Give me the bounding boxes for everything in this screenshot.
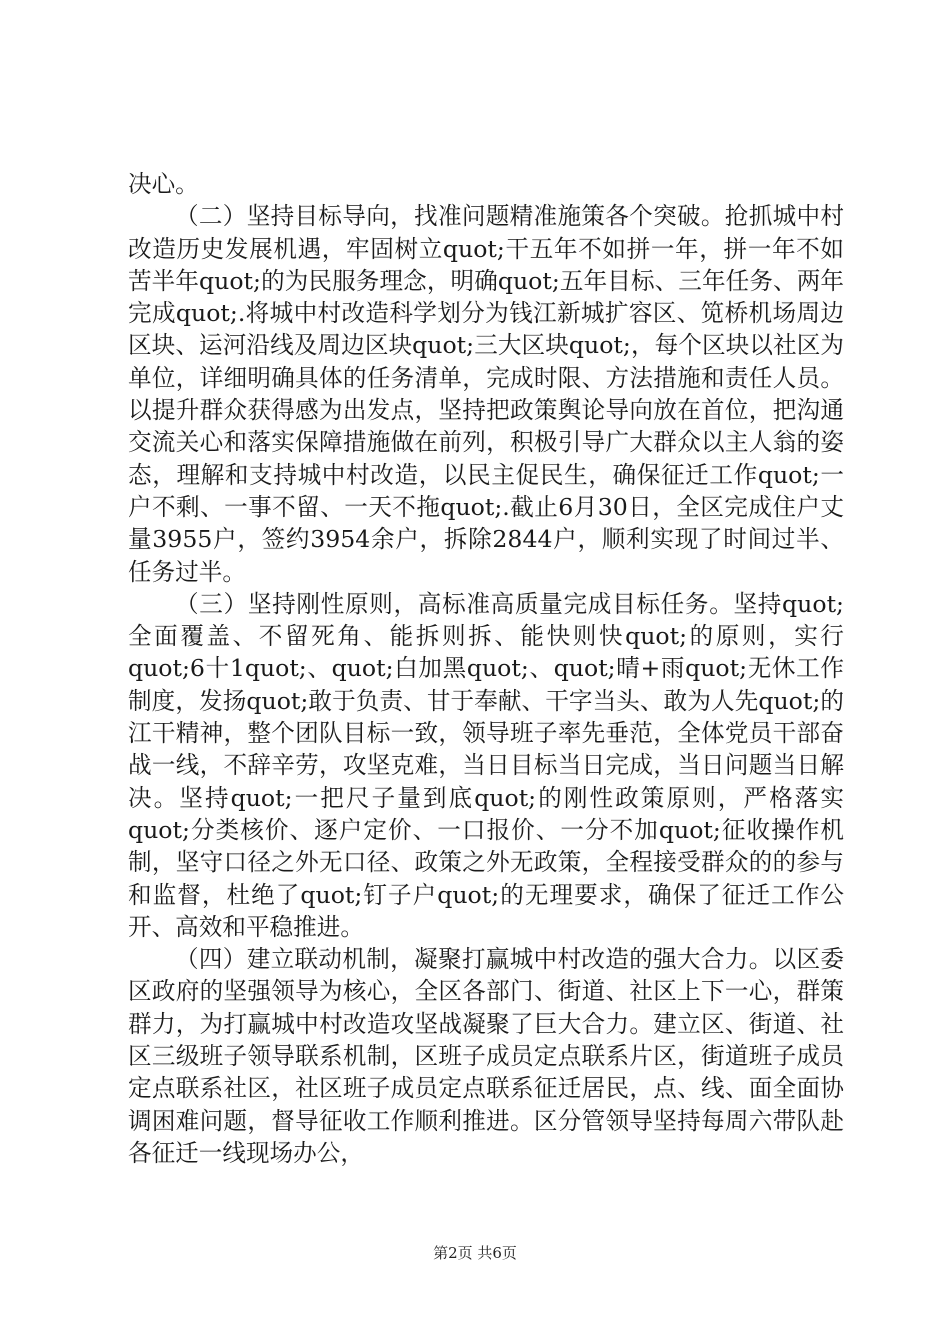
page-footer (0, 1243, 950, 1263)
paragraph-section-2: （二）坚持目标导向，找准问题精准施策各个突破。抢抓城中村改造历史发展机遇，牢固树立quot;干五年不如拼一年，拼一年不如苦半年quot;的为民服务理念，明确quot;五年目标、三年任务、两年完成quot;.将城中村改造科学划分为钱江新城扩容区、笕桥机场周边区块、运河沿线及周边区块quot;三大区块quot;，每个区块以社区为单位，详细明确具体的任务清单，完成时限、方法措施和责任人员。以提升群众获得感为出发点，坚持把政策舆论导向放在首位，把沟通交流关心和落实保障措施做在前列，积极引导广大群众以主人翁的姿态，理解和支持城中村改造，以民主促民生，确保征迁工作quot;一户不剩、一事不留、一天不拖quot;.截止6月30日，全区完成住户丈量3955户，签约3954余户，拆除2844户，顺利实现了时间过半、任务过半。 (128, 202, 844, 586)
paragraph-continuation: 决心。 (128, 170, 199, 198)
paragraph-section-3: （三）坚持刚性原则，高标准高质量完成目标任务。坚持quot;全面覆盖、不留死角、能拆则拆、能快则快quot;的原则，实行quot;6十1quot;、quot;白加黑quot;、quot;晴+雨quot;无休工作制度，发扬quot;敢于负责、甘于奉献、干字当头、敢为人先quot;的江干精神，整个团队目标一致，领导班子率先垂范，全体党员干部奋战一线，不辞辛劳，攻坚克难，当日目标当日完成，当日问题当日解决。坚持quot;一把尺子量到底quot;的刚性政策原则，严格落实quot;分类核价、逐户定价、一口报价、一分不加quot;征收操作机制，坚守口径之外无口径、政策之外无政策，全程接受群众的的参与和监督，杜绝了quot;钉子户quot;的无理要求，确保了征迁工作公开、高效和平稳推进。 (128, 589, 844, 941)
paragraph-section-4: （四）建立联动机制，凝聚打赢城中村改造的强大合力。以区委区政府的坚强领导为核心，全区各部门、街道、社区上下一心，群策群力，为打赢城中村改造攻坚战凝聚了巨大合力。建立区、街道、社区三级班子领导联系机制，区班子成员定点联系片区，街道班子成员定点联系社区，社区班子成员定点联系征迁居民，点、线、面全面协调困难问题，督导征收工作顺利推进。区分管领导坚持每周六带队赴各征迁一线现场办公， (128, 945, 844, 1167)
page-number-label: 第2页 共6页 (433, 1244, 517, 1262)
document-body (128, 168, 844, 1169)
